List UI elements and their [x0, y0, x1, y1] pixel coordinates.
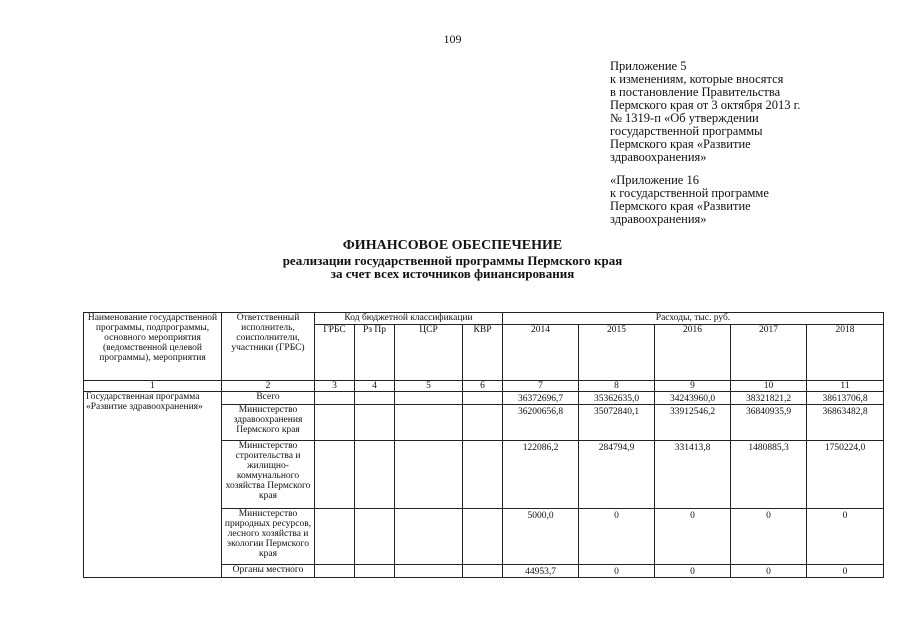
- value-cell: 34243960,0: [655, 392, 731, 405]
- column-number: 5: [395, 381, 463, 392]
- responsible-cell: Министерство природных ресурсов, лесного хозяйства и экологии Пермского края: [222, 509, 315, 565]
- annex-main-line: Приложение 5: [610, 59, 687, 73]
- header-rzpr: Рз Пр: [355, 325, 395, 381]
- column-number: 7: [503, 381, 579, 392]
- column-number: 11: [807, 381, 884, 392]
- column-number: 2: [222, 381, 315, 392]
- annex-sub-line: Пермского края «Развитие: [610, 199, 751, 213]
- value-cell: 36200656,8: [503, 405, 579, 441]
- header-year-2015: 2015: [579, 325, 655, 381]
- code-cell: [315, 565, 355, 578]
- value-cell: 38321821,2: [731, 392, 807, 405]
- value-cell: 122086,2: [503, 441, 579, 509]
- value-cell: 1480885,3: [731, 441, 807, 509]
- header-responsible: Ответственный исполнитель, соисполнители, участники (ГРБС): [222, 313, 315, 381]
- value-cell: 284794,9: [579, 441, 655, 509]
- column-number: 6: [463, 381, 503, 392]
- header-kvr: КВР: [463, 325, 503, 381]
- annex-main-line: Пермского края «Развитие: [610, 137, 751, 151]
- responsible-cell: Органы местного: [222, 565, 315, 578]
- column-number: 9: [655, 381, 731, 392]
- column-number: 3: [315, 381, 355, 392]
- document-title: ФИНАНСОВОЕ ОБЕСПЕЧЕНИЕ: [342, 238, 563, 253]
- annex-main: [610, 60, 800, 164]
- value-cell: 36372696,7: [503, 392, 579, 405]
- code-cell: [463, 392, 503, 405]
- code-cell: [355, 405, 395, 441]
- table-row: [84, 392, 884, 405]
- value-cell: 35072840,1: [579, 405, 655, 441]
- annex-main-line: к изменениям, которые вносятся: [610, 72, 784, 86]
- header-year-2014: 2014: [503, 325, 579, 381]
- document-subtitle: реализации государственной программы Пермского края: [282, 253, 623, 268]
- value-cell: 1750224,0: [807, 441, 884, 509]
- code-cell: [315, 509, 355, 565]
- value-cell: 0: [807, 509, 884, 565]
- header-csr: ЦСР: [395, 325, 463, 381]
- header-year-2017: 2017: [731, 325, 807, 381]
- code-cell: [395, 392, 463, 405]
- program-name: Государственная программа «Развитие здравоохранения»: [84, 392, 222, 578]
- column-number: 10: [731, 381, 807, 392]
- value-cell: 36840935,9: [731, 405, 807, 441]
- header-year-2016: 2016: [655, 325, 731, 381]
- annex-main-line: № 1319-п «Об утверждении: [610, 111, 759, 125]
- value-cell: 331413,8: [655, 441, 731, 509]
- code-cell: [315, 441, 355, 509]
- value-cell: 0: [731, 509, 807, 565]
- code-cell: [315, 392, 355, 405]
- code-cell: [463, 509, 503, 565]
- value-cell: 35362635,0: [579, 392, 655, 405]
- code-cell: [315, 405, 355, 441]
- header-name: Наименование государственной программы, подпрограммы, основного мероприятия (ведомственной целевой программы), мероприятия: [84, 313, 222, 381]
- annex-main-line: здравоохранения»: [610, 150, 707, 164]
- column-number: 8: [579, 381, 655, 392]
- header-budget-code: Код бюджетной классификации: [315, 313, 503, 325]
- annex-sub-line: «Приложение 16: [610, 173, 699, 187]
- code-cell: [463, 441, 503, 509]
- header-year-2018: 2018: [807, 325, 884, 381]
- value-cell: 5000,0: [503, 509, 579, 565]
- value-cell: 0: [655, 565, 731, 578]
- value-cell: 33912546,2: [655, 405, 731, 441]
- value-cell: 0: [655, 509, 731, 565]
- document-subtitle-2: за счет всех источников финансирования: [330, 266, 575, 281]
- header-grbs: ГРБС: [315, 325, 355, 381]
- responsible-cell: Всего: [222, 392, 315, 405]
- code-cell: [395, 509, 463, 565]
- value-cell: 44953,7: [503, 565, 579, 578]
- code-cell: [395, 441, 463, 509]
- responsible-cell: Министерство строительства и жилищно-коммунального хозяйства Пермского края: [222, 441, 315, 509]
- financing-table: [83, 312, 884, 578]
- code-cell: [355, 441, 395, 509]
- page-number: 109: [443, 32, 462, 46]
- code-cell: [355, 565, 395, 578]
- code-cell: [355, 392, 395, 405]
- responsible-cell: Министерство здравоохранения Пермского края: [222, 405, 315, 441]
- column-number: 4: [355, 381, 395, 392]
- annex-sub-line: к государственной программе: [610, 186, 769, 200]
- code-cell: [463, 565, 503, 578]
- column-number: 1: [84, 381, 222, 392]
- value-cell: 36863482,8: [807, 405, 884, 441]
- annex-sub-line: здравоохранения»: [610, 212, 707, 226]
- code-cell: [395, 405, 463, 441]
- annex-main-line: в постановление Правительства: [610, 85, 781, 99]
- value-cell: 0: [731, 565, 807, 578]
- code-cell: [355, 509, 395, 565]
- code-cell: [395, 565, 463, 578]
- value-cell: 38613706,8: [807, 392, 884, 405]
- annex-main-line: государственной программы: [610, 124, 763, 138]
- annex-main-line: Пермского края от 3 октября 2013 г.: [610, 98, 801, 112]
- code-cell: [463, 405, 503, 441]
- column-number-row: [84, 381, 884, 392]
- header-expenses: Расходы, тыс. руб.: [503, 313, 884, 325]
- annex-sub: [610, 174, 769, 226]
- value-cell: 0: [579, 565, 655, 578]
- value-cell: 0: [807, 565, 884, 578]
- value-cell: 0: [579, 509, 655, 565]
